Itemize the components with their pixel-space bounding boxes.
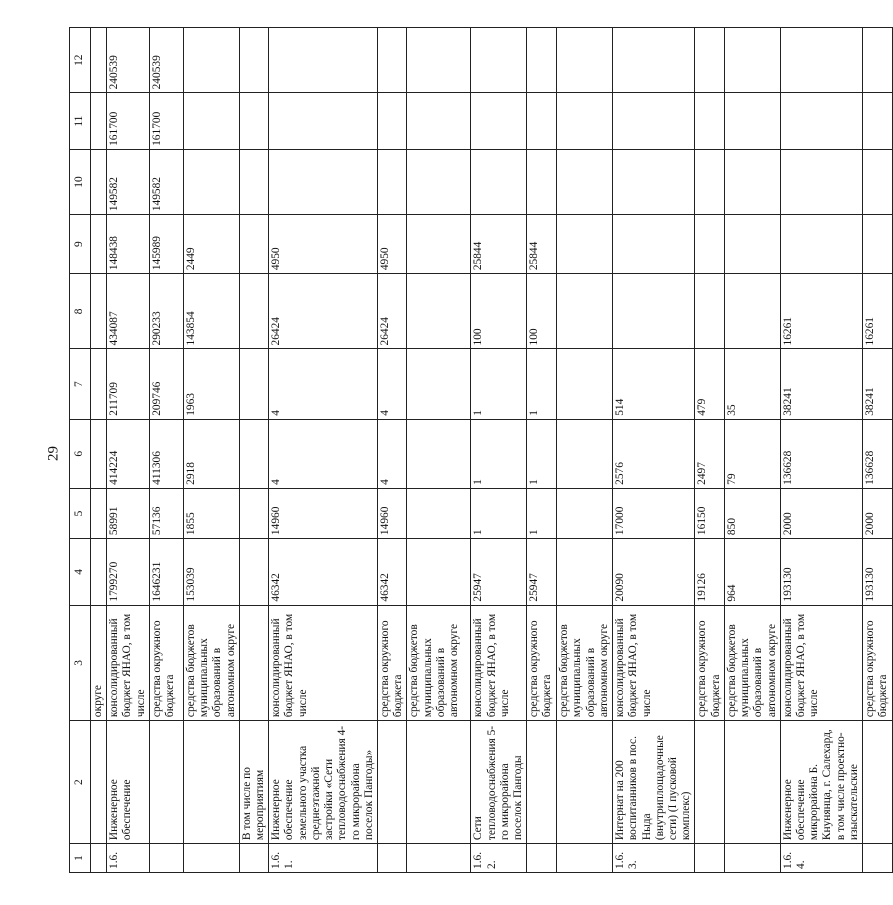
- table-cell: 1: [471, 349, 527, 419]
- table-cell: [863, 28, 893, 93]
- table-cell: [724, 93, 780, 150]
- table-cell: Инженерное обеспечение микрорайона Б. Кнунянца, г. Салехард, в том числе проектно-изыскательские: [780, 721, 862, 844]
- table-cell: [91, 349, 107, 419]
- table-cell: 4: [377, 419, 406, 488]
- page-number: 29: [45, 446, 62, 461]
- column-header: 8: [70, 274, 91, 349]
- table-cell: [724, 721, 780, 844]
- table-cell: 1: [527, 419, 557, 488]
- table-cell: 38241: [780, 349, 862, 419]
- table-cell: [557, 419, 613, 488]
- table-row: [149, 28, 183, 873]
- table-cell: [527, 28, 557, 93]
- table-cell: [91, 539, 107, 606]
- column-header: 4: [70, 539, 91, 606]
- table-cell: [527, 149, 557, 214]
- table-cell: 35: [724, 349, 780, 419]
- table-cell: [239, 488, 268, 538]
- table-cell: [863, 215, 893, 274]
- table-cell: 2000: [780, 488, 862, 538]
- table-cell: [613, 274, 695, 349]
- table-row: [613, 28, 695, 873]
- table-cell: [377, 93, 406, 150]
- table-cell: 414224: [107, 419, 150, 488]
- table-cell: 58991: [107, 488, 150, 538]
- table-cell: [527, 844, 557, 873]
- table-cell: 46342: [377, 539, 406, 606]
- table-cell: 1963: [183, 349, 239, 419]
- table-cell: 16150: [695, 488, 724, 538]
- table-cell: [724, 215, 780, 274]
- table-cell: средства окружного бюджета: [527, 605, 557, 721]
- table-cell: 136628: [780, 419, 862, 488]
- table-cell: [239, 419, 268, 488]
- table-row: [863, 28, 893, 873]
- table-cell: 79: [724, 419, 780, 488]
- table-cell: [724, 274, 780, 349]
- table-cell: консолидированный бюджет ЯНАО, в том числе: [107, 605, 150, 721]
- table-cell: [613, 215, 695, 274]
- table-cell: [780, 28, 862, 93]
- table-cell: 2497: [695, 419, 724, 488]
- table-cell: [695, 274, 724, 349]
- table-cell: [557, 349, 613, 419]
- table-cell: 1: [471, 488, 527, 538]
- table-cell: [239, 274, 268, 349]
- table-cell: [239, 539, 268, 606]
- table-cell: Сети тепловодоснабжения 5-го микрорайона поселок Пангоды: [471, 721, 527, 844]
- table-cell: [91, 488, 107, 538]
- budget-table-rotated: [69, 27, 893, 873]
- table-cell: [239, 215, 268, 274]
- table-cell: [407, 349, 471, 419]
- table-cell: 1.6.1.: [269, 844, 378, 873]
- table-cell: [780, 93, 862, 150]
- table-cell: [695, 844, 724, 873]
- table-cell: 100: [527, 274, 557, 349]
- table-cell: средства бюджетов муниципальных образований в автономном округе: [183, 605, 239, 721]
- table-cell: 4: [377, 349, 406, 419]
- table-cell: [91, 274, 107, 349]
- table-cell: 19126: [695, 539, 724, 606]
- table-row: [557, 28, 613, 873]
- table-cell: [471, 149, 527, 214]
- table-cell: округе: [91, 605, 107, 721]
- table-cell: [239, 28, 268, 93]
- table-cell: [527, 93, 557, 150]
- table-cell: 1.6.2.: [471, 844, 527, 873]
- table-cell: средства окружного бюджета: [149, 605, 183, 721]
- table-cell: 193130: [863, 539, 893, 606]
- table-row: [724, 28, 780, 873]
- table-cell: [269, 93, 378, 150]
- table-cell: [91, 419, 107, 488]
- table-cell: [724, 844, 780, 873]
- table-cell: [91, 149, 107, 214]
- table-cell: 25947: [471, 539, 527, 606]
- table-cell: консолидированный бюджет ЯНАО, в том числе: [269, 605, 378, 721]
- table-cell: 2918: [183, 419, 239, 488]
- table-cell: средства бюджетов муниципальных образований в автономном округе: [724, 605, 780, 721]
- table-cell: [863, 721, 893, 844]
- table-cell: [471, 93, 527, 150]
- table-cell: [695, 149, 724, 214]
- column-header: 1: [70, 844, 91, 873]
- table-cell: [780, 149, 862, 214]
- table-cell: [724, 28, 780, 93]
- table-cell: [183, 28, 239, 93]
- table-cell: 1: [527, 349, 557, 419]
- table-cell: [557, 721, 613, 844]
- table-cell: средства окружного бюджета: [377, 605, 406, 721]
- table-cell: [613, 28, 695, 93]
- table-cell: 4: [269, 349, 378, 419]
- table-cell: [613, 149, 695, 214]
- table-cell: 16261: [863, 274, 893, 349]
- table-cell: 143854: [183, 274, 239, 349]
- table-cell: [407, 274, 471, 349]
- table-cell: 1646231: [149, 539, 183, 606]
- column-header: 9: [70, 215, 91, 274]
- table-cell: 211709: [107, 349, 150, 419]
- table-cell: [91, 215, 107, 274]
- table-cell: [239, 844, 268, 873]
- table-row: [695, 28, 724, 873]
- table-cell: 46342: [269, 539, 378, 606]
- table-cell: средства окружного бюджета: [863, 605, 893, 721]
- table-cell: 1.6.3.: [613, 844, 695, 873]
- table-cell: консолидированный бюджет ЯНАО, в том числе: [471, 605, 527, 721]
- table-cell: [407, 539, 471, 606]
- table-cell: [149, 721, 183, 844]
- table-cell: [377, 28, 406, 93]
- table-cell: 2449: [183, 215, 239, 274]
- table-cell: Инженерное обеспечение: [107, 721, 150, 844]
- table-cell: Инженерное обеспечение земельного участка среднеэтажной застройки «Сети тепловодоснабжения 4-го микрорайона поселок Пангоды»: [269, 721, 378, 844]
- table-cell: 100: [471, 274, 527, 349]
- table-cell: [407, 721, 471, 844]
- table-cell: 149582: [107, 149, 150, 214]
- table-cell: [269, 28, 378, 93]
- table-cell: [695, 28, 724, 93]
- table-cell: 1: [527, 488, 557, 538]
- table-cell: 14960: [269, 488, 378, 538]
- table-cell: [183, 721, 239, 844]
- table-cell: 240539: [149, 28, 183, 93]
- table-cell: [149, 844, 183, 873]
- table-cell: 136628: [863, 419, 893, 488]
- table-row: [780, 28, 862, 873]
- table-cell: 26424: [269, 274, 378, 349]
- table-cell: [407, 488, 471, 538]
- table-cell: [407, 149, 471, 214]
- table-cell: 153039: [183, 539, 239, 606]
- table-row: [377, 28, 406, 873]
- table-cell: 2576: [613, 419, 695, 488]
- table-cell: 25844: [471, 215, 527, 274]
- table-cell: 1799270: [107, 539, 150, 606]
- table-cell: средства бюджетов муниципальных образований в автономном округе: [557, 605, 613, 721]
- table-cell: [91, 844, 107, 873]
- table-cell: 964: [724, 539, 780, 606]
- table-cell: 161700: [149, 93, 183, 150]
- table-cell: [863, 149, 893, 214]
- table-cell: [183, 149, 239, 214]
- table-cell: [407, 93, 471, 150]
- budget-table: [69, 27, 893, 873]
- table-cell: [863, 844, 893, 873]
- table-cell: [557, 488, 613, 538]
- table-row: [107, 28, 150, 873]
- table-cell: [239, 605, 268, 721]
- table-cell: [377, 721, 406, 844]
- table-cell: 145989: [149, 215, 183, 274]
- table-cell: [407, 215, 471, 274]
- table-cell: [557, 274, 613, 349]
- table-cell: консолидированный бюджет ЯНАО, в том числе: [613, 605, 695, 721]
- table-cell: [863, 93, 893, 150]
- table-cell: 850: [724, 488, 780, 538]
- table-cell: [91, 28, 107, 93]
- table-cell: 148438: [107, 215, 150, 274]
- table-cell: 290233: [149, 274, 183, 349]
- table-cell: [780, 215, 862, 274]
- table-cell: средства окружного бюджета: [695, 605, 724, 721]
- table-cell: [239, 149, 268, 214]
- column-header: 7: [70, 349, 91, 419]
- column-header: 5: [70, 488, 91, 538]
- column-header: 2: [70, 721, 91, 844]
- table-cell: [377, 149, 406, 214]
- table-cell: 4: [269, 419, 378, 488]
- table-cell: 4950: [377, 215, 406, 274]
- table-cell: 16261: [780, 274, 862, 349]
- table-cell: Интернат на 200 воспитанников в пос. Ныда (внутриплощадочные сети) (I пусковой комплекс): [613, 721, 695, 844]
- table-cell: 17000: [613, 488, 695, 538]
- table-cell: [183, 93, 239, 150]
- table-cell: [269, 149, 378, 214]
- table-cell: [613, 93, 695, 150]
- table-cell: 479: [695, 349, 724, 419]
- table-cell: 514: [613, 349, 695, 419]
- table-cell: 434087: [107, 274, 150, 349]
- table-cell: 1: [471, 419, 527, 488]
- table-cell: [407, 419, 471, 488]
- table-cell: [557, 539, 613, 606]
- table-cell: [183, 844, 239, 873]
- table-cell: [527, 721, 557, 844]
- table-cell: [377, 844, 406, 873]
- table-cell: [407, 844, 471, 873]
- table-cell: 57136: [149, 488, 183, 538]
- table-row: [527, 28, 557, 873]
- table-cell: [695, 93, 724, 150]
- table-cell: [239, 93, 268, 150]
- table-cell: средства бюджетов муниципальных образований в автономном округе: [407, 605, 471, 721]
- table-row: [407, 28, 471, 873]
- column-header: 12: [70, 28, 91, 93]
- table-cell: В том числе по мероприятиям: [239, 721, 268, 844]
- table-cell: 161700: [107, 93, 150, 150]
- table-cell: [724, 149, 780, 214]
- header-row: [70, 28, 91, 873]
- table-cell: 25844: [527, 215, 557, 274]
- table-cell: 20090: [613, 539, 695, 606]
- table-cell: 2000: [863, 488, 893, 538]
- table-cell: [91, 93, 107, 150]
- table-cell: [407, 28, 471, 93]
- table-cell: [557, 149, 613, 214]
- column-header: 10: [70, 149, 91, 214]
- column-header: 6: [70, 419, 91, 488]
- table-cell: [557, 93, 613, 150]
- table-row: [183, 28, 239, 873]
- table-row: [471, 28, 527, 873]
- table-cell: 240539: [107, 28, 150, 93]
- table-cell: 25947: [527, 539, 557, 606]
- table-cell: 1.6.: [107, 844, 150, 873]
- column-header: 3: [70, 605, 91, 721]
- table-cell: 4950: [269, 215, 378, 274]
- table-cell: [695, 721, 724, 844]
- column-header: 11: [70, 93, 91, 150]
- table-row: [91, 28, 107, 873]
- table-row: [239, 28, 268, 873]
- table-cell: 149582: [149, 149, 183, 214]
- table-cell: консолидированный бюджет ЯНАО, в том числе: [780, 605, 862, 721]
- table-cell: [91, 721, 107, 844]
- table-cell: [239, 349, 268, 419]
- table-cell: 38241: [863, 349, 893, 419]
- table-cell: 1.6.4.: [780, 844, 862, 873]
- table-cell: 26424: [377, 274, 406, 349]
- table-cell: [557, 28, 613, 93]
- table-cell: 411306: [149, 419, 183, 488]
- table-cell: 209746: [149, 349, 183, 419]
- table-cell: 1855: [183, 488, 239, 538]
- table-cell: [471, 28, 527, 93]
- table-row: [269, 28, 378, 873]
- table-cell: [557, 215, 613, 274]
- table-cell: [695, 215, 724, 274]
- table-cell: 193130: [780, 539, 862, 606]
- table-cell: [557, 844, 613, 873]
- table-cell: 14960: [377, 488, 406, 538]
